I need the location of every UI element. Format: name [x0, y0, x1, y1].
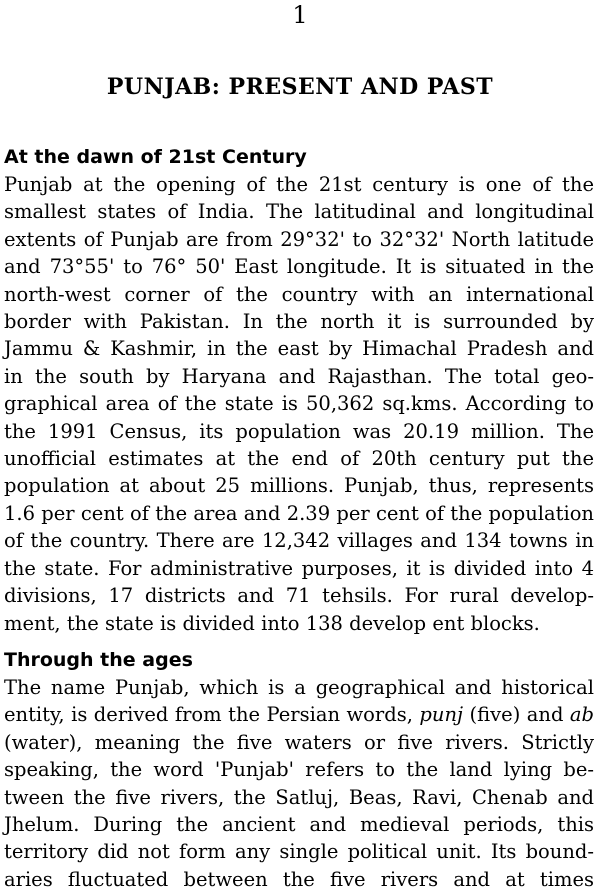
text-line: in the south by Haryana and Rajasthan. The total geo- — [4, 364, 594, 388]
text-line: Jhelum. During the ancient and medieval periods, this — [4, 813, 594, 837]
section-dawn-21st-century — [4, 143, 594, 637]
text-line: smallest states of India. The latitudinal and longitudinal — [4, 200, 594, 224]
text-line: of the country. There are 12,342 villages and 134 towns in — [4, 529, 594, 553]
text-line: north-west corner of the country with an international — [4, 282, 594, 306]
text-line: 1.6 per cent of the area and 2.39 per cent of the population — [4, 501, 594, 525]
text-line: Punjab at the opening of the 21st century is one of the — [4, 173, 594, 196]
section-through-the-ages — [4, 646, 594, 893]
text-line: ment, the state is divided into 138 develop ent blocks. — [4, 611, 540, 635]
text-line: unofficial estimates at the end of 20th century put the — [4, 447, 594, 471]
page-number: 1 — [292, 1, 308, 29]
italic-term-punj: punj — [419, 703, 464, 727]
text-line: speaking, the word 'Punjab' refers to the land lying be- — [4, 758, 594, 782]
text-line: divisions, 17 districts and 71 tehsils. For rural develop- — [4, 584, 594, 608]
text-line: The name Punjab, which is a geographical and historical — [4, 676, 594, 699]
italic-term-ab: ab — [569, 703, 594, 727]
text-fragment: (five) and — [463, 703, 570, 727]
section-heading: Through the ages — [4, 649, 193, 671]
text-line: extents of Punjab are from 29°32' to 32°32' North latitude — [4, 227, 594, 251]
text-line: the 1991 Census, its population was 20.19 million. The — [4, 419, 594, 443]
chapter-title: PUNJAB: PRESENT AND PAST — [106, 74, 494, 100]
text-line: Jammu & Kashmir, in the east by Himachal Pradesh and — [4, 337, 594, 361]
section-heading: At the dawn of 21st Century — [4, 146, 307, 168]
text-line: territory did not form any single political unit. Its bound- — [4, 840, 594, 864]
text-line: the state. For administrative purposes, it is divided into 4 — [4, 556, 594, 580]
text-fragment: entity, is derived from the Persian words, — [4, 703, 420, 727]
text-line — [4, 701, 594, 728]
text-line: (water), meaning the five waters or five rivers. Strictly — [4, 730, 594, 754]
text-line: population at about 25 millions. Punjab, thus, represents — [4, 474, 594, 498]
text-line: border with Pakistan. In the north it is surrounded by — [4, 310, 594, 334]
text-line: graphical area of the state is 50,362 sq.kms. According to — [4, 392, 594, 416]
text-line: tween the five rivers, the Satluj, Beas, Ravi, Chenab and — [4, 785, 594, 809]
text-line: aries fluctuated between the five rivers and at times — [4, 867, 594, 891]
text-line: and 73°55' to 76° 50' East longitude. It is situated in the — [4, 255, 594, 279]
